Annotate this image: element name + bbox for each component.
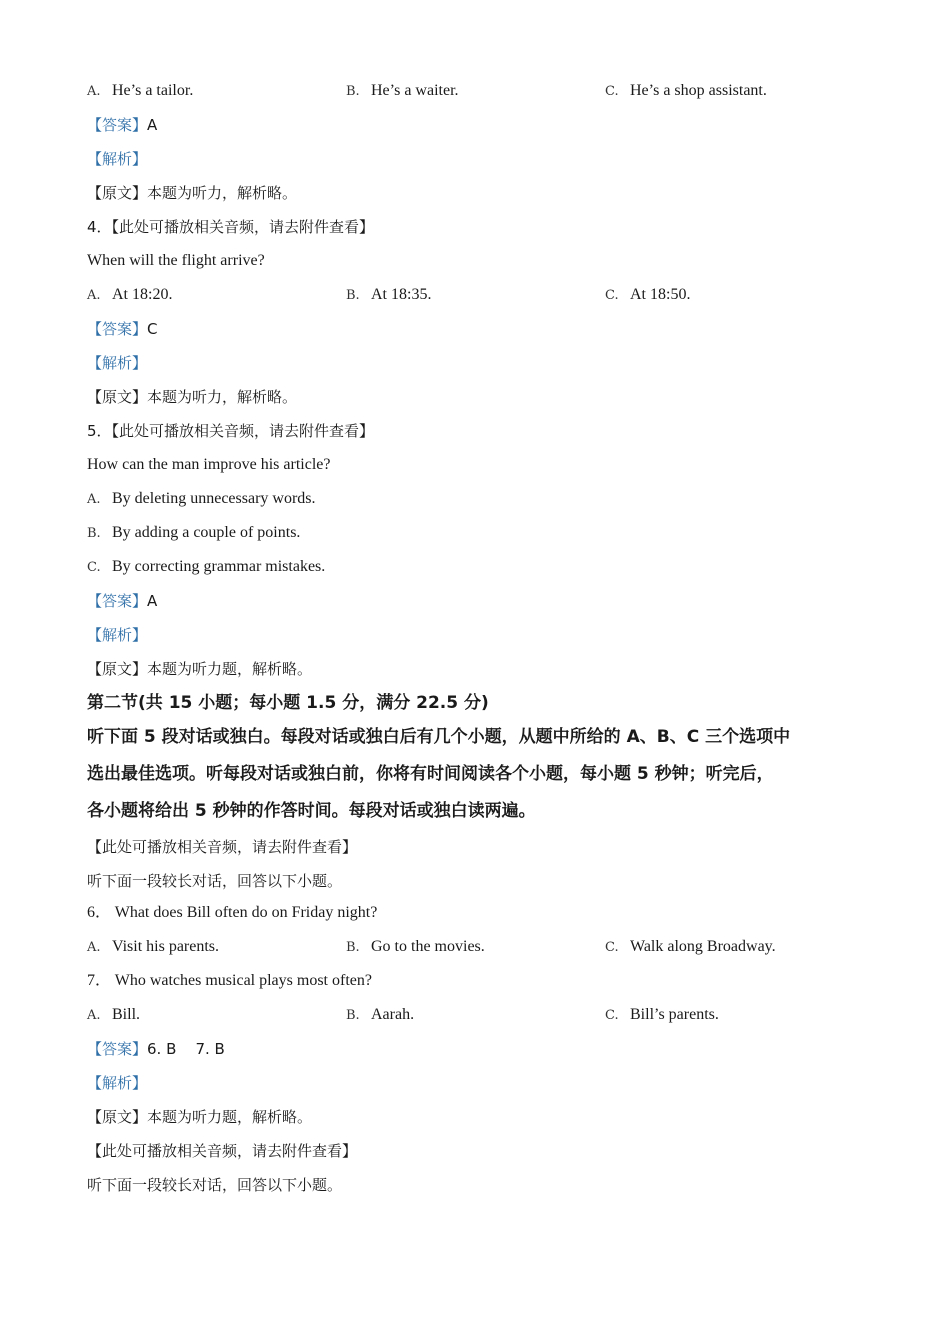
q3-option-a: A. He’s a tailor.	[87, 82, 194, 99]
q4-option-a: A. At 18:20.	[87, 286, 173, 303]
q5-question: How can the man improve his article?	[87, 456, 331, 473]
q6-question: 6． What does Bill often do on Friday night?	[87, 904, 378, 921]
q5-option-b: B. By adding a couple of points.	[87, 524, 301, 541]
q3-answer: 【答案】A	[87, 116, 158, 134]
dialogue6-intro: 听下面一段较长对话，回答以下小题。	[87, 872, 343, 890]
q4-option-b: B. At 18:35.	[346, 286, 432, 303]
q4-header: 4．【此处可播放相关音频，请去附件查看】	[87, 218, 375, 236]
q4-analysis: 【解析】	[87, 354, 148, 372]
section2-title: 第二节(共 15 小题；每小题 1.5 分，满分 22.5 分)	[87, 693, 489, 713]
q6-option-a: A. Visit his parents.	[87, 938, 220, 955]
section2-instructions-line1: 听下面 5 段对话或独白。每段对话或独白后有几个小题，从题中所给的 A、B、C 三个选项中	[87, 727, 791, 747]
q67-analysis: 【解析】	[87, 1074, 148, 1092]
q4-option-c: C. At 18:50.	[605, 286, 691, 303]
q3-analysis: 【解析】	[87, 150, 148, 168]
q7-question: 7． Who watches musical plays most often?	[87, 972, 372, 989]
q5-header: 5．【此处可播放相关音频，请去附件查看】	[87, 422, 375, 440]
q4-question: When will the flight arrive?	[87, 252, 265, 269]
section2-instructions-line3: 各小题将给出 5 秒钟的作答时间。每段对话或独白读两遍。	[87, 801, 536, 821]
q67-original: 【原文】本题为听力题，解析略。	[87, 1108, 313, 1126]
q6-option-c: C. Walk along Broadway.	[605, 938, 776, 955]
q7-option-a: A. Bill.	[87, 1006, 141, 1023]
q67-answer: 【答案】6. B 7. B	[87, 1040, 225, 1058]
q5-answer: 【答案】A	[87, 592, 158, 610]
q6-option-b: B. Go to the movies.	[346, 938, 485, 955]
dialogue8-audio: 【此处可播放相关音频，请去附件查看】	[87, 1142, 358, 1160]
q7-option-b: B. Aarah.	[346, 1006, 415, 1023]
dialogue6-audio: 【此处可播放相关音频，请去附件查看】	[87, 838, 358, 856]
q4-answer: 【答案】C	[87, 320, 158, 338]
q5-option-c: C. By correcting grammar mistakes.	[87, 558, 326, 575]
q3-option-b: B. He’s a waiter.	[346, 82, 459, 99]
q3-original: 【原文】本题为听力，解析略。	[87, 184, 298, 202]
q3-option-c: C. He’s a shop assistant.	[605, 82, 767, 99]
q7-option-c: C. Bill’s parents.	[605, 1006, 719, 1023]
section2-instructions-line2: 选出最佳选项。听每段对话或独白前，你将有时间阅读各个小题，每小题 5 秒钟；听完后，	[87, 764, 774, 784]
q5-analysis: 【解析】	[87, 626, 148, 644]
q4-original: 【原文】本题为听力，解析略。	[87, 388, 298, 406]
dialogue8-intro: 听下面一段较长对话，回答以下小题。	[87, 1176, 343, 1194]
q5-original: 【原文】本题为听力题，解析略。	[87, 660, 313, 678]
q5-option-a: A. By deleting unnecessary words.	[87, 490, 316, 507]
